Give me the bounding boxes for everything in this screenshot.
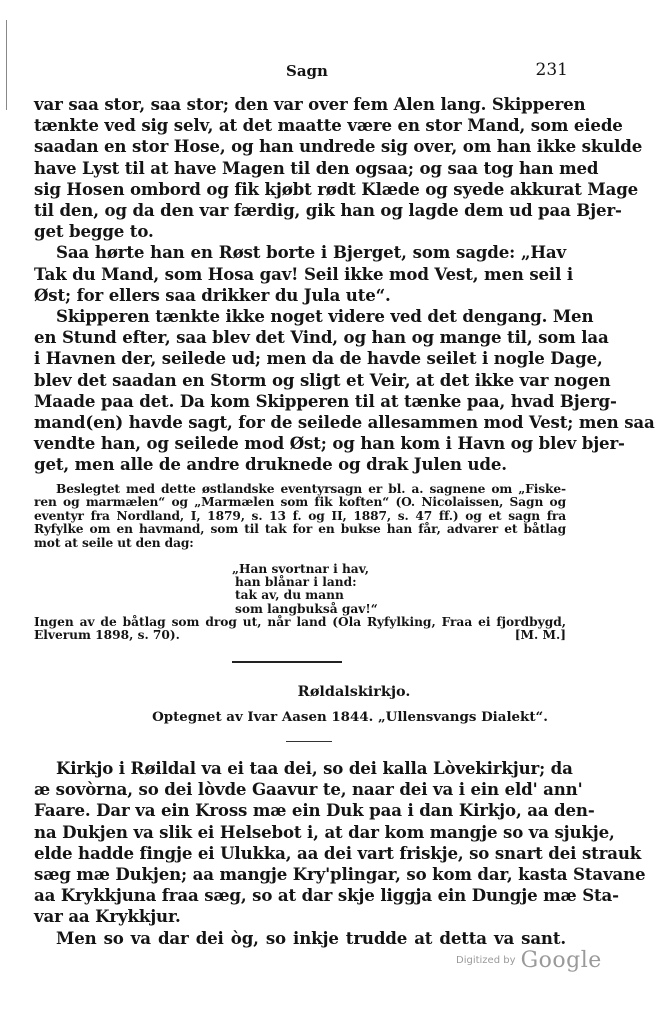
section-subtitle [0,709,664,725]
note-line: Ryfylke om en havmand, som til tak for en bukse han får, advarer et båtlag [34,522,566,537]
running-header [0,62,664,82]
footnote-end [34,616,566,643]
editor-signature: [M. M.] [514,628,566,642]
note-line: Ingen av de båtlag som drog ut, når land (Ola Ryfylking, Fraa ei fjordbygd, [34,615,566,629]
text-line: sig Hosen ombord og fik kjøbt rødt Klæde og syede akkurat Mage [34,178,639,199]
subtitle-divider [286,741,332,742]
text-line: aa Krykkjuna fraa sæg, so at dar skje liggja ein Dungje mæ Sta- [34,885,619,906]
page-number: 231 [535,60,568,80]
text-line: Tak du Mand, som Hosa gav! Seil ikke mod Vest, men seil i [34,263,574,284]
text-line: get, men alle de andre druknede og drak Julen ude. [34,454,507,475]
footnote [34,483,566,550]
text-line: have Lyst til at have Magen til den ogsaa; og saa tog han med [34,157,599,178]
tale-continued [34,94,655,476]
section-subtitle-text: Optegnet av Ivar Aasen 1844. „Ullensvangs Dialekt“. [152,709,548,725]
text-line: Skipperen tænkte ikke noget videre ved det dengang. Men [56,306,594,327]
text-line: var aa Krykkjur. [34,906,181,927]
note-line: Beslegtet med dette østlandske eventyrsagn er bl. a. sagnene om „Fiske- [56,482,566,496]
text-line: Men so va dar dei òg, so inkje trudde at detta va sant. [56,927,566,948]
section-title [0,683,664,700]
verse-line: „Han svortnar i hav, [232,562,370,576]
quoted-verse [232,563,378,616]
verse-line: som langbukså gav!“ [235,601,378,616]
digitization-watermark [456,948,602,973]
note-line: eventyr fra Nordland, I, 1879, s. 13 f. og II, 1887, s. 47 ff.) og et sagn fra [34,508,566,523]
text-line: sæg mæ Dukjen; aa mangje Kry'plingar, so kom dar, kasta Stavane [34,864,646,885]
section-title-text: Røldalskirkjo. [297,683,411,700]
text-line: na Dukjen va slik ei Helsebot i, at dar kom mangje so va sjukje, [34,821,615,842]
text-line: Saa hørte han en Røst borte i Bjerget, som sagde: „Hav [56,242,566,263]
section-divider [232,661,342,663]
text-line: elde hadde fingje ei Ulukka, aa dei vart friskje, so snart dei strauk [34,842,642,863]
text-line: i Havnen der, seilede ud; men da de havde seilet i nogle Dage, [34,348,603,369]
text-line: en Stund efter, saa blev det Vind, og han og mange til, som laa [34,327,609,348]
verse-line: tak av, du mann [235,588,344,603]
note-line: Elverum 1898, s. 70). [34,628,180,643]
text-line: til den, og da den var færdig, gik han og lagde dem ud paa Bjer- [34,200,622,221]
text-line: mand(en) havde sagt, for de seilede allesammen mod Vest; men saa [34,412,655,433]
note-line: mot at seile ut den dag: [34,535,194,550]
note-line: ren og marmælen“ og „Marmælen som fik koften“ (O. Nicolaissen, Sagn og [34,495,566,510]
text-line: Øst; for ellers saa drikker du Jula ute“. [34,284,391,305]
text-line: var saa stor, saa stor; den var over fem Alen lang. Skipperen [34,94,586,114]
text-line: Faare. Dar va ein Kross mæ ein Duk paa i dan Kirkjo, aa den- [34,800,595,821]
tale-roldal [34,758,646,949]
watermark-prefix: Digitized by [456,955,516,966]
text-line: tænkte ved sig selv, at det maatte være en stor Mand, som eiede [34,115,623,136]
text-line: Maade paa det. Da kom Skipperen til at tænke paa, hvad Bjerg- [34,390,617,411]
verse-line: han blånar i land: [235,575,357,590]
text-line: vendte han, og seilede mod Øst; og han kom i Havn og blev bjer- [34,433,625,454]
running-title: Sagn [286,62,328,80]
google-logo-text: Google [520,948,602,973]
text-line: get begge to. [34,221,154,242]
text-line: æ sovòrna, so dei lòvde Gaavur te, naar dei va i ein eld' ann' [34,779,583,800]
text-line: saadan en stor Hose, og han undrede sig over, om han ikke skulde [34,136,643,157]
text-line: Kirkjo i Røildal va ei taa dei, so dei kalla Lòvekirkjur; da [56,758,573,778]
text-line: blev det saadan en Storm og sligt et Veir, at det ikke var nogen [34,369,611,390]
